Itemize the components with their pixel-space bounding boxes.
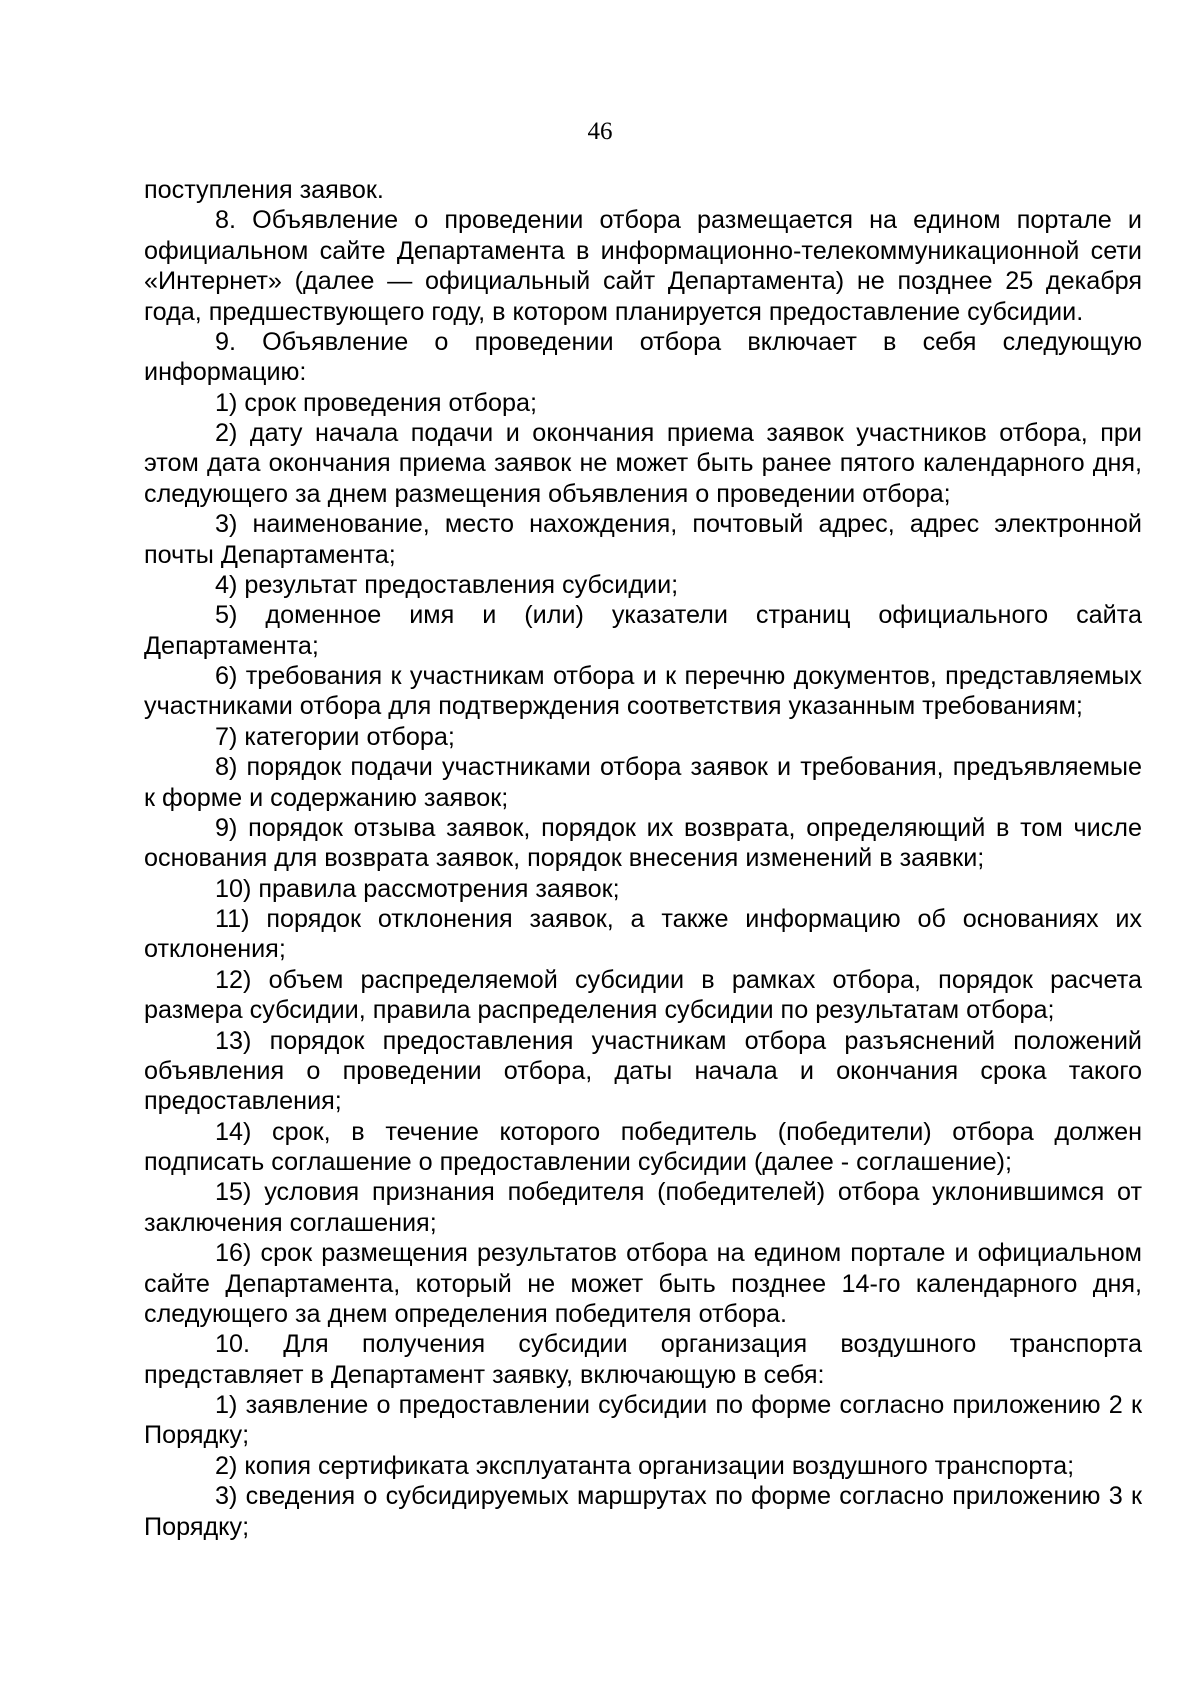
list-item: 2) дату начала подачи и окончания приема заявок участников отбора, при этом дата окончания приема заявок не может быть ранее пятого календарного дня, следующего за днем размещения объявления о проведении отбора; (144, 419, 1142, 508)
paragraph-item-9: 9. Объявление о проведении отбора включает в себя следующую информацию: (144, 327, 1142, 387)
list-item: 1) заявление о предоставлении субсидии по форме согласно приложению 2 к Порядку; (144, 1391, 1142, 1450)
list-item: 13) порядок предоставления участникам отбора разъяснений положений объявления о проведении отбора, даты начала и окончания срока такого предоставления; (144, 1026, 1142, 1116)
list-item: 9) порядок отзыва заявок, порядок их возврата, определяющий в том числе основания для возврата заявок, порядок внесения изменений в заявки; (144, 813, 1142, 873)
document-body (144, 175, 1142, 1542)
list-item: 3) сведения о субсидируемых маршрутах по форме согласно приложению 3 к Порядку; (144, 1482, 1142, 1541)
list-item: 6) требования к участникам отбора и к перечню документов, представляемых участниками отбора для подтверждения соответствия указанным требованиям; (144, 662, 1142, 721)
list-item: 8) порядок подачи участниками отбора заявок и требования, предъявляемые к форме и содержанию заявок; (144, 753, 1142, 812)
list-item: 11) порядок отклонения заявок, а также информацию об основаниях их отклонения; (144, 905, 1142, 964)
list-item: 16) срок размещения результатов отбора на едином портале и официальном сайте Департамента, который не может быть позднее 14-го календарного дня, следующего за днем определения победителя отбора. (144, 1239, 1142, 1328)
page-number: 46 (587, 118, 613, 145)
list-item: 3) наименование, место нахождения, почтовый адрес, адрес электронной почты Департамента; (144, 510, 1142, 569)
list-item: 7) категории отбора; (215, 722, 455, 751)
list-item: 12) объем распределяемой субсидии в рамках отбора, порядок расчета размера субсидии, правила распределения субсидии по результатам отбора; (144, 965, 1142, 1025)
list-item: 1) срок проведения отбора; (215, 388, 537, 417)
list-item: 4) результат предоставления субсидии; (215, 570, 679, 599)
list-item: 15) условия признания победителя (победителей) отбора уклонившимся от заключения соглашения; (144, 1178, 1142, 1237)
list-item: 5) доменное имя и (или) указатели страниц официального сайта Департамента; (144, 601, 1142, 660)
paragraph-continuation: поступления заявок. (144, 176, 384, 204)
paragraph-item-10: 10. Для получения субсидии организация воздушного транспорта представляет в Департамент заявку, включающую в себя: (144, 1330, 1142, 1389)
paragraph-item-8: 8. Объявление о проведении отбора размещается на едином портале и официальном сайте Департамента в информационно-телекоммуникационной сети «Интернет» (далее — официальный сайт Департамента) не позднее 25 декабря года, предшествующего году, в котором планируется предоставление субсидии. (144, 206, 1142, 326)
list-item: 2) копия сертификата эксплуатанта организации воздушного транспорта; (215, 1451, 1075, 1480)
list-item: 10) правила рассмотрения заявок; (215, 874, 620, 903)
list-item: 14) срок, в течение которого победитель (победители) отбора должен подписать соглашение о предоставлении субсидии (далее - соглашение); (144, 1117, 1142, 1176)
